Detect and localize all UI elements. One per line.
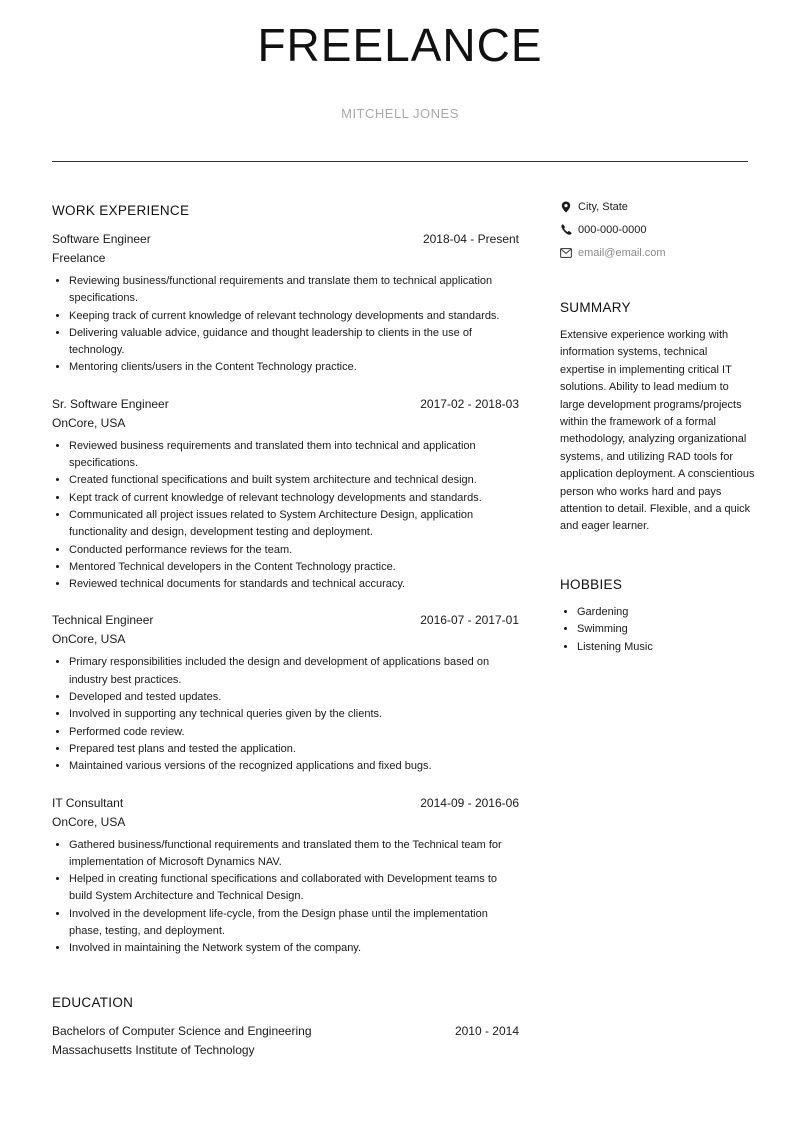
job-list [52, 230, 519, 958]
job-title: Sr. Software Engineer [52, 396, 169, 411]
job-entry [52, 794, 519, 958]
hobbies-list [560, 604, 755, 657]
duty-item: • Reviewing business/functional requirements and translate them to technical application specifications. [69, 273, 519, 308]
duty-item: • Developed and tested updates. [69, 689, 519, 706]
page-title: FREELANCE [257, 19, 543, 71]
job-title: Technical Engineer [52, 613, 154, 628]
job-dates: 2017-02 - 2018-03 [420, 396, 519, 411]
job-duties [52, 438, 519, 594]
map-pin-icon [560, 201, 572, 213]
job-title: Software Engineer [52, 232, 151, 246]
duty-item: • Delivering valuable advice, guidance and thought leadership to clients in the use of technology. [69, 325, 519, 360]
job-entry [52, 230, 519, 377]
hobbies-section [560, 577, 755, 657]
summary-heading: SUMMARY [560, 299, 631, 315]
job-dates: 2018-04 - Present [422, 232, 519, 246]
header-divider [52, 161, 748, 162]
duty-item: • Kept track of current knowledge of relevant technology developments and standards. [69, 490, 519, 507]
duty-item: • Helped in creating functional specifications and collaborated with Development teams to build System Architecture and Technical Design. [69, 871, 519, 906]
job-header [52, 230, 519, 249]
duty-item: • Prepared test plans and tested the application. [69, 741, 519, 758]
contact-section [560, 195, 755, 265]
hobbies-heading: HOBBIES [560, 576, 623, 592]
duty-item: • Keeping track of current knowledge of relevant technology developments and standards. [69, 308, 519, 325]
duty-item: • Involved in maintaining the Network system of the company. [69, 940, 519, 957]
duty-item: • Gathered business/functional requirements and translated them to the Technical team for implementation of Microsoft Dynamics NAV. [69, 837, 519, 872]
school-name: Massachusetts Institute of Technology [52, 1042, 255, 1057]
education-heading: EDUCATION [52, 994, 134, 1010]
job-dates: 2016-07 - 2017-01 [420, 613, 519, 628]
duty-item: • Involved in the development life-cycle, from the Design phase until the implementation phase, testing, and deployment. [69, 906, 519, 941]
education-dates: 2010 - 2014 [454, 1023, 519, 1038]
hobby-item: • Swimming [577, 621, 755, 639]
summary-text: Extensive experience working with information systems, technical expertise in implementing critical IT solutions. Ability to lead medium to large development programs/projects within the framework of a formal methodology, analyzing organizational systems, and utilizing RAD tools for application deployment. A conscientious person who works hard and pays attention to detail. Flexible, and a quick and eager learner. [560, 328, 755, 533]
job-entry [52, 395, 519, 594]
job-header [52, 794, 519, 813]
education-section [52, 995, 519, 1060]
duty-item: • Mentoring clients/users in the Content Technology practice. [69, 359, 519, 376]
job-organization: Freelance [52, 251, 106, 265]
job-header [52, 611, 519, 630]
duty-item: • Created functional specifications and built system architecture and technical design. [69, 472, 519, 489]
duty-item: • Performed code review. [69, 724, 519, 741]
duty-item: • Involved in supporting any technical queries given by the clients. [69, 706, 519, 723]
job-organization: OnCore, USA [52, 632, 126, 647]
duty-item: • Primary responsibilities included the design and development of applications based on industry best practices. [69, 654, 519, 689]
hobby-item: • Gardening [577, 604, 755, 622]
contact-location [560, 195, 755, 218]
summary-section [560, 300, 755, 536]
work-experience-heading: WORK EXPERIENCE [52, 203, 190, 218]
person-name: MITCHELL JONES [341, 106, 459, 121]
duty-item: • Maintained various versions of the recognized applications and fixed bugs. [69, 758, 519, 775]
envelope-icon [560, 247, 572, 259]
duty-item: • Communicated all project issues related to System Architecture Design, application functionality and design, development testing and deployment. [69, 507, 519, 542]
email-link[interactable]: email@email.com [578, 247, 666, 260]
degree-title: Bachelors of Computer Science and Engineering [52, 1023, 312, 1038]
job-dates: 2014-09 - 2016-06 [420, 795, 519, 810]
phone-text: 000-000-0000 [578, 223, 647, 236]
contact-email[interactable] [560, 242, 755, 265]
job-header [52, 395, 519, 414]
job-duties [52, 654, 519, 775]
duty-item: • Reviewed business requirements and translated them into technical and application specifications. [69, 438, 519, 473]
education-header [52, 1022, 519, 1041]
sidebar-column [560, 200, 755, 656]
job-organization: OnCore, USA [52, 415, 126, 430]
contact-phone [560, 218, 755, 241]
hobby-item: • Listening Music [577, 639, 755, 657]
job-title: IT Consultant [52, 795, 124, 810]
job-duties [52, 837, 519, 958]
job-organization: OnCore, USA [52, 814, 126, 829]
duty-item: • Mentored Technical developers in the Content Technology practice. [69, 559, 519, 576]
job-entry [52, 611, 519, 775]
duty-item: • Reviewed technical documents for standards and technical accuracy. [69, 576, 519, 593]
duty-item: • Conducted performance reviews for the team. [69, 542, 519, 559]
location-text: City, State [578, 200, 628, 213]
job-duties [52, 273, 519, 377]
main-column [52, 203, 519, 1060]
phone-icon [560, 224, 572, 236]
